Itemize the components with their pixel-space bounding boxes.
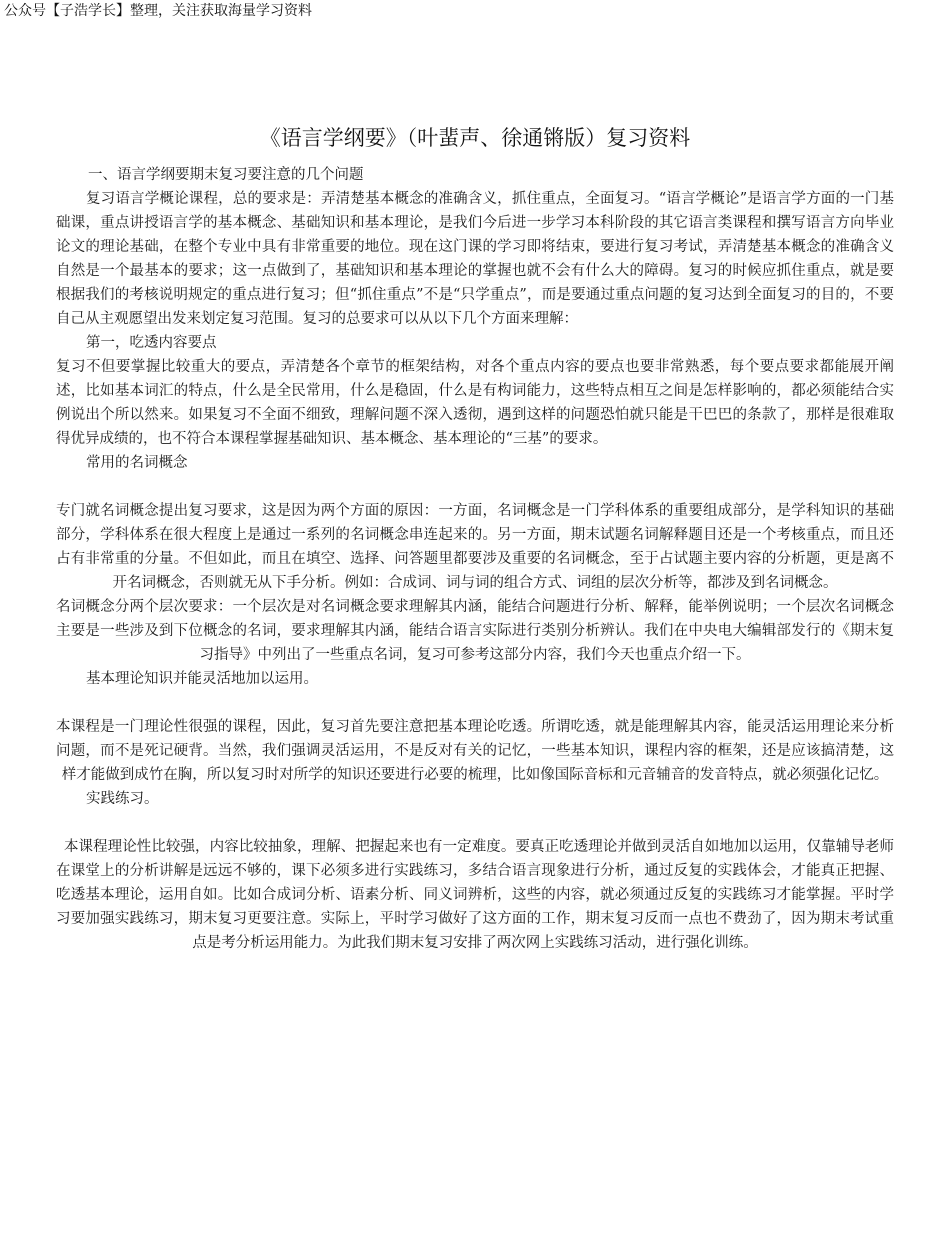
- part3-heading: 基本理论知识并能灵活地加以运用。: [86, 671, 318, 687]
- part1-paragraph: 复习不但要掌握比较重大的要点，弄清楚各个章节的框架结构，对各个重点内容的要点也要非常熟悉，每个要点要求都能展开阐述，比如基本词汇的特点，什么是全民常用，什么是稳固，什么是有构词能力，这些特点相互之间是怎样影响的，都必须能结合实例说出个所以然来。如果复习不全面不细致，理解问题不深入透彻，遇到这样的问题恐怕就只能是干巴巴的条款了，那样是很难取得优异成绩的，也不符合本课程掌握基础知识、基本概念、基本理论的“三基”的要求。: [56, 359, 894, 447]
- part2-paragraph-1: 专门就名词概念提出复习要求，这是因为两个方面的原因：一方面，名词概念是一门学科体系的重要组成部分，是学科知识的基础部分，学科体系在很大程度上是通过一系列的名词概念串连起来的。另一方面，期末试题名词解释题目还是一个考核重点，而且还占有非常重的分量。不但如此，而且在填空、选择、问答题里都要涉及重要的名词概念，至于占试题主要内容的分析题，更是离不开名词概念，否则就无从下手分析。例如：合成词、词与词的组合方式、词组的层次分析等，都涉及到名词概念。: [56, 503, 894, 591]
- spacer: [56, 691, 894, 715]
- spacer: [56, 475, 894, 499]
- document-body: [56, 163, 894, 955]
- section-heading: 一、语言学纲要期末复习要注意的几个问题: [88, 167, 364, 183]
- spacer: [56, 811, 894, 835]
- document-title: 《语言学纲要》（叶蜚声、徐通锵版）复习资料: [259, 126, 691, 150]
- part4-heading: 实践练习。: [86, 791, 159, 807]
- intro-paragraph: 复习语言学概论课程，总的要求是：弄清楚基本概念的准确含义，抓住重点，全面复习。“语言学概论”是语言学方面的一门基础课，重点讲授语言学的基本概念、基础知识和基本理论，是我们今后进一步学习本科阶段的其它语言类课程和撰写语言方向毕业论文的理论基础，在整个专业中具有非常重要的地位。现在这门课的学习即将结束，要进行复习考试，弄清楚基本概念的准确含义自然是一个最基本的要求；这一点做到了，基础知识和基本理论的掌握也就不会有什么大的障碍。复习的时候应抓住重点，就是要根据我们的考核说明规定的重点进行复习；但“抓住重点”不是“只学重点”，而是要通过重点问题的复习达到全面复习的目的，不要自己从主观愿望出发来划定复习范围。复习的总要求可以从以下几个方面来理解：: [56, 191, 894, 327]
- part2-paragraph-2: 名词概念分两个层次要求：一个层次是对名词概念要求理解其内涵，能结合问题进行分析、解释，能举例说明；一个层次名词概念主要是一些涉及到下位概念的名词，要求理解其内涵，能结合语言实际进行类别分析辨认。我们在中央电大编辑部发行的《期末复习指导》中列出了一些重点名词，复习可参考这部分内容，我们今天也重点介绍一下。: [56, 599, 894, 663]
- part4-paragraph: 本课程理论性比较强，内容比较抽象，理解、把握起来也有一定难度。要真正吃透理论并做到灵活自如地加以运用，仅靠辅导老师在课堂上的分析讲解是远远不够的，课下必须多进行实践练习，多结合语言现象进行分析，通过反复的实践体会，才能真正把握、吃透基本理论，运用自如。比如合成词分析、语素分析、同义词辨析，这些的内容，就必须通过反复的实践练习才能掌握。平时学习要加强实践练习，期末复习更要注意。实际上，平时学习做好了这方面的工作，期末复习反而一点也不费劲了，因为期末考试重点是考分析运用能力。为此我们期末复习安排了两次网上实践练习活动，进行强化训练。: [56, 839, 894, 951]
- header-note: 公众号【子浩学长】整理，关注获取海量学习资料: [4, 3, 312, 19]
- part2-heading: 常用的名词概念: [86, 455, 188, 471]
- part3-paragraph: 本课程是一门理论性很强的课程，因此，复习首先要注意把基本理论吃透。所谓吃透，就是能理解其内容，能灵活运用理论来分析问题，而不是死记硬背。当然，我们强调灵活运用，不是反对有关的记忆，一些基本知识，课程内容的框架，还是应该搞清楚，这样才能做到成竹在胸，所以复习时对所学的知识还要进行必要的梳理，比如像国际音标和元音辅音的发音特点，就必须强化记忆。: [56, 719, 894, 783]
- part1-heading: 第一，吃透内容要点: [86, 335, 217, 351]
